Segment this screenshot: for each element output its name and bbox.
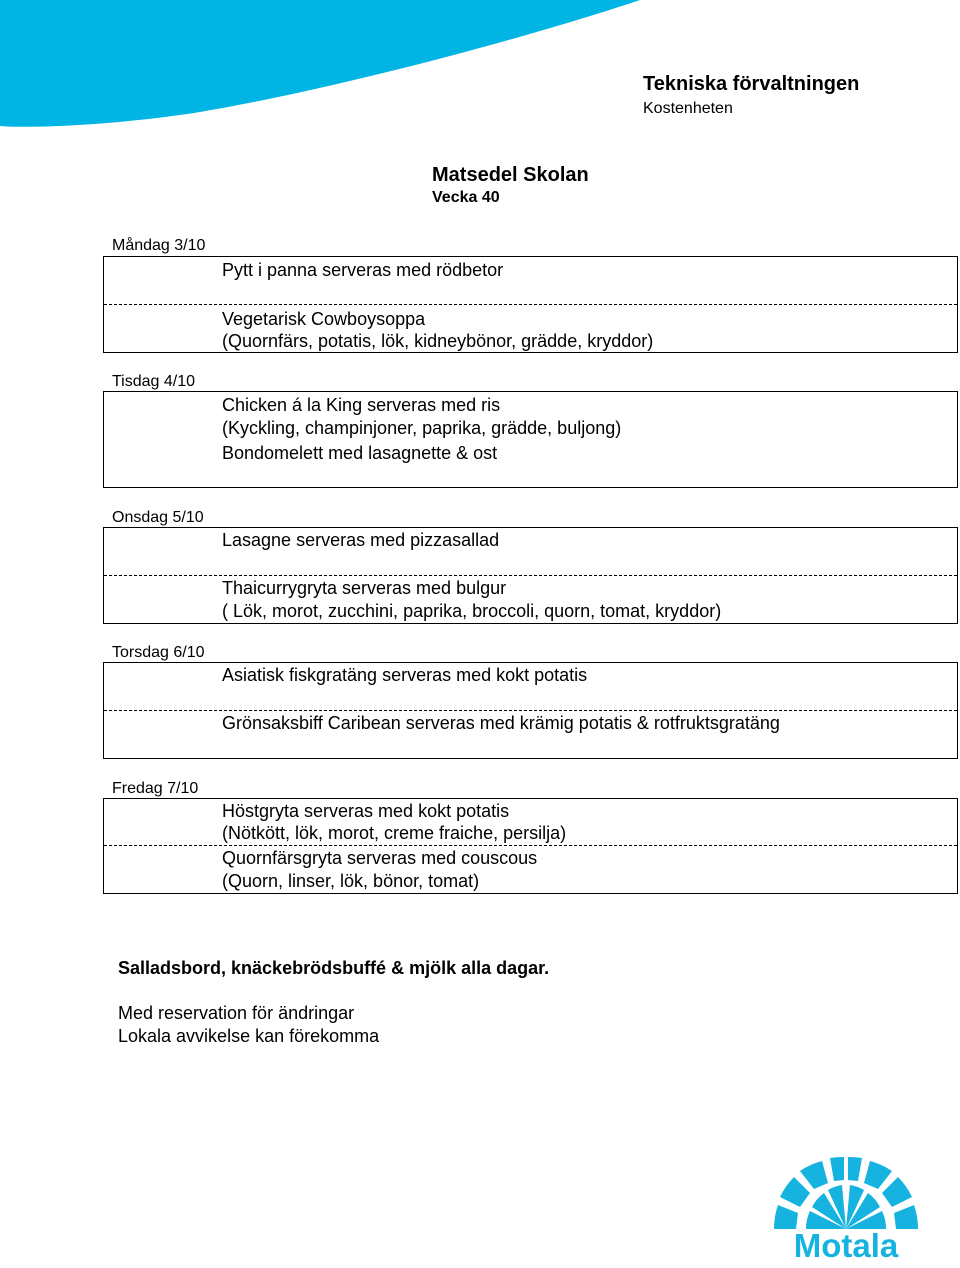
menu-title-block xyxy=(432,163,589,209)
day-label-tuesday: Tisdag 4/10 xyxy=(112,373,196,390)
motala-logo xyxy=(766,1155,926,1265)
meal-line: Grönsaksbiff Caribean serveras med krämig potatis & rotfruktsgratäng xyxy=(222,713,780,733)
meal-line: Bondomelett med lasagnette & ost xyxy=(222,443,498,463)
meal-line: (Quorn, linser, lök, bönor, tomat) xyxy=(222,871,480,891)
day-label-friday: Fredag 7/10 xyxy=(112,780,199,797)
meal-line: Lasagne serveras med pizzasallad xyxy=(222,530,500,550)
week-label: Vecka 40 xyxy=(432,189,500,206)
meal-line: (Kyckling, champinjoner, paprika, grädde, buljong) xyxy=(222,418,622,438)
deviation-line: Lokala avvikelse kan förekomma xyxy=(118,1026,380,1046)
meal-line: ( Lök, morot, zucchini, paprika, broccoli, quorn, tomat, kryddor) xyxy=(222,601,722,621)
divider xyxy=(104,575,957,576)
divider xyxy=(104,710,957,711)
organization-unit: Kostenheten xyxy=(643,100,733,117)
day-box-monday xyxy=(103,256,958,353)
reservation-note xyxy=(118,1002,379,1048)
divider xyxy=(104,845,957,846)
meal-line: Thaicurrygryta serveras med bulgur xyxy=(222,578,507,598)
meal-line: Chicken á la King serveras med ris xyxy=(222,395,501,415)
extras-note: Salladsbord, knäckebrödsbuffé & mjölk alla dagar. xyxy=(118,958,550,978)
reservation-line: Med reservation för ändringar xyxy=(118,1003,355,1023)
day-label-wednesday: Onsdag 5/10 xyxy=(112,509,204,526)
day-box-tuesday xyxy=(103,391,958,488)
meal-line: Vegetarisk Cowboysoppa xyxy=(222,309,426,329)
organization-name: Tekniska förvaltningen xyxy=(643,73,860,95)
day-box-thursday xyxy=(103,662,958,759)
header-wave-banner xyxy=(0,0,640,130)
meal-line: Asiatisk fiskgratäng serveras med kokt potatis xyxy=(222,665,588,685)
meal-line: Quornfärsgryta serveras med couscous xyxy=(222,848,538,868)
meal-line: Pytt i panna serveras med rödbetor xyxy=(222,260,504,280)
day-box-wednesday xyxy=(103,527,958,624)
day-box-friday xyxy=(103,798,958,894)
page-title: Matsedel Skolan xyxy=(432,164,589,186)
organization-header xyxy=(643,72,859,120)
day-label-thursday: Torsdag 6/10 xyxy=(112,644,205,661)
motala-sun-logo-icon xyxy=(766,1155,926,1235)
meal-line: Höstgryta serveras med kokt potatis xyxy=(222,801,510,821)
day-label-monday: Måndag 3/10 xyxy=(112,237,206,254)
meal-line: (Quornfärs, potatis, lök, kidneybönor, grädde, kryddor) xyxy=(222,331,654,351)
divider xyxy=(104,304,957,305)
logo-text: Motala xyxy=(793,1227,899,1264)
meal-line: (Nötkött, lök, morot, creme fraiche, persilja) xyxy=(222,823,567,843)
